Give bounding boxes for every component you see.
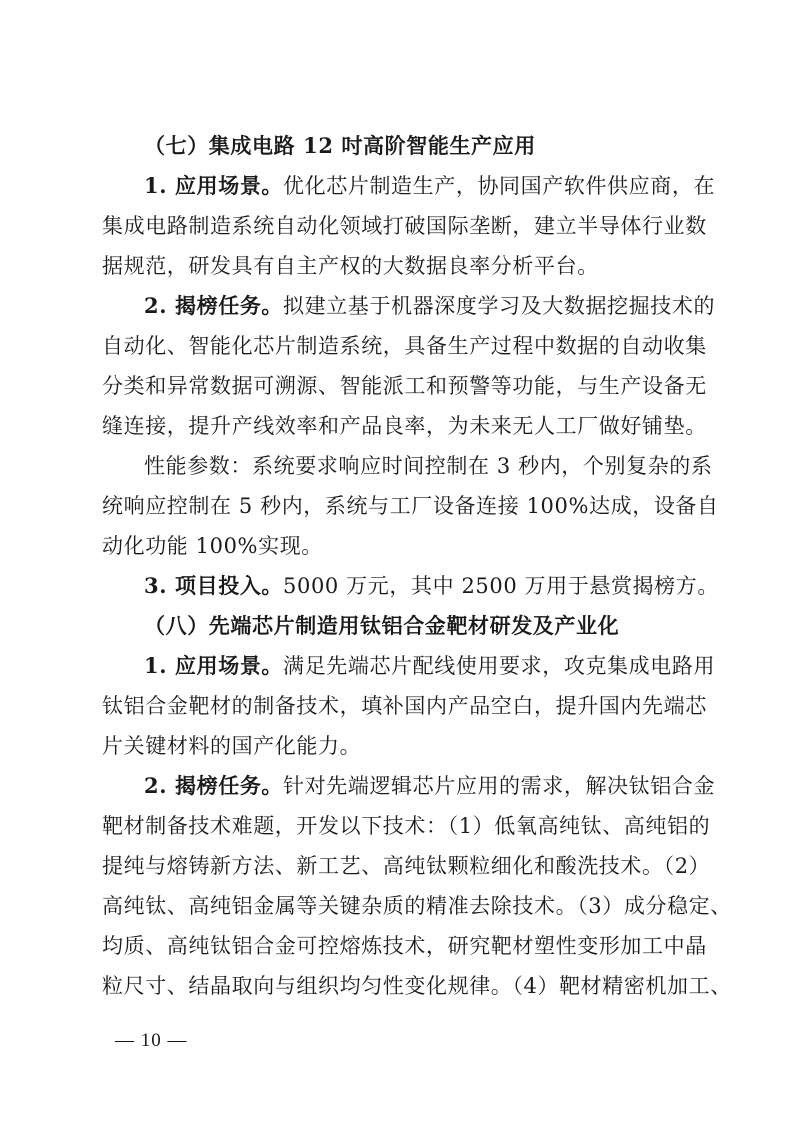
paragraph-text: 针对先端逻辑芯片应用的需求，解决钛铝合金 (283, 774, 716, 798)
paragraph-line: 片关键材料的国产化能力。 (102, 734, 362, 758)
paragraph-line: 分类和异常数据可溯源、智能派工和预警等功能，与生产设备无 (102, 374, 707, 398)
paragraph-line: 统响应控制在 5 秒内，系统与工厂设备连接 100%达成，设备自 (102, 494, 719, 518)
paragraph-line (102, 286, 716, 326)
item-label: 2. 揭榜任务。 (144, 293, 284, 318)
paragraph-line: 缝连接，提升产线效率和产品良率，为未来无人工厂做好铺垫。 (102, 414, 707, 438)
paragraph-line (102, 566, 719, 606)
paragraph-text: 优化芯片制造生产，协同国产软件供应商，在 (283, 174, 716, 198)
item-label: 1. 应用场景。 (144, 653, 284, 678)
page-number: — 10 — (115, 1030, 188, 1051)
paragraph-line (102, 646, 716, 686)
paragraph-text: 5000 万元，其中 2500 万用于悬赏揭榜方。 (283, 574, 719, 598)
paragraph-line: 均质、高纯钛铝合金可控熔炼技术，研究靶材塑性变形加工中晶 (102, 934, 707, 958)
paragraph-line: 高纯钛、高纯铝金属等关键杂质的精准去除技术。（3）成分稳定、 (102, 894, 732, 918)
paragraph-line: 动化功能 100%实现。 (102, 534, 323, 558)
paragraph-text: 满足先端芯片配线使用要求，攻克集成电路用 (283, 654, 716, 678)
paragraph-line: 提纯与熔铸新方法、新工艺、高纯钛颗粒细化和酸洗技术。（2） (102, 854, 711, 878)
paragraph-line (102, 166, 716, 206)
paragraph-line: 钛铝合金靶材的制备技术，填补国内产品空白，提升国内先端芯 (102, 694, 707, 718)
paragraph-line: 靶材制备技术难题，开发以下技术：（1）低氧高纯钛、高纯铝的 (102, 814, 711, 838)
paragraph-line (102, 766, 716, 806)
section-heading-8: （八）先端芯片制造用钛铝合金靶材研发及产业化 (144, 613, 620, 638)
paragraph-line: 自动化、智能化芯片制造系统，具备生产过程中数据的自动收集 (102, 334, 707, 358)
paragraph-text: 拟建立基于机器深度学习及大数据挖掘技术的 (283, 294, 716, 318)
item-label: 1. 应用场景。 (144, 173, 284, 198)
item-label: 3. 项目投入。 (144, 573, 284, 598)
paragraph-line: 粒尺寸、结晶取向与组织均匀性变化规律。（4）靶材精密机加工、 (102, 974, 732, 998)
paragraph-line: 性能参数：系统要求响应时间控制在 3 秒内，个别复杂的系 (144, 454, 713, 478)
section-heading-7: （七）集成电路 12 吋高阶智能生产应用 (144, 133, 536, 158)
paragraph-line: 集成电路制造系统自动化领域打破国际垄断，建立半导体行业数 (102, 214, 707, 238)
paragraph-line: 据规范，研发具有自主产权的大数据良率分析平台。 (102, 254, 599, 278)
item-label: 2. 揭榜任务。 (144, 773, 284, 798)
